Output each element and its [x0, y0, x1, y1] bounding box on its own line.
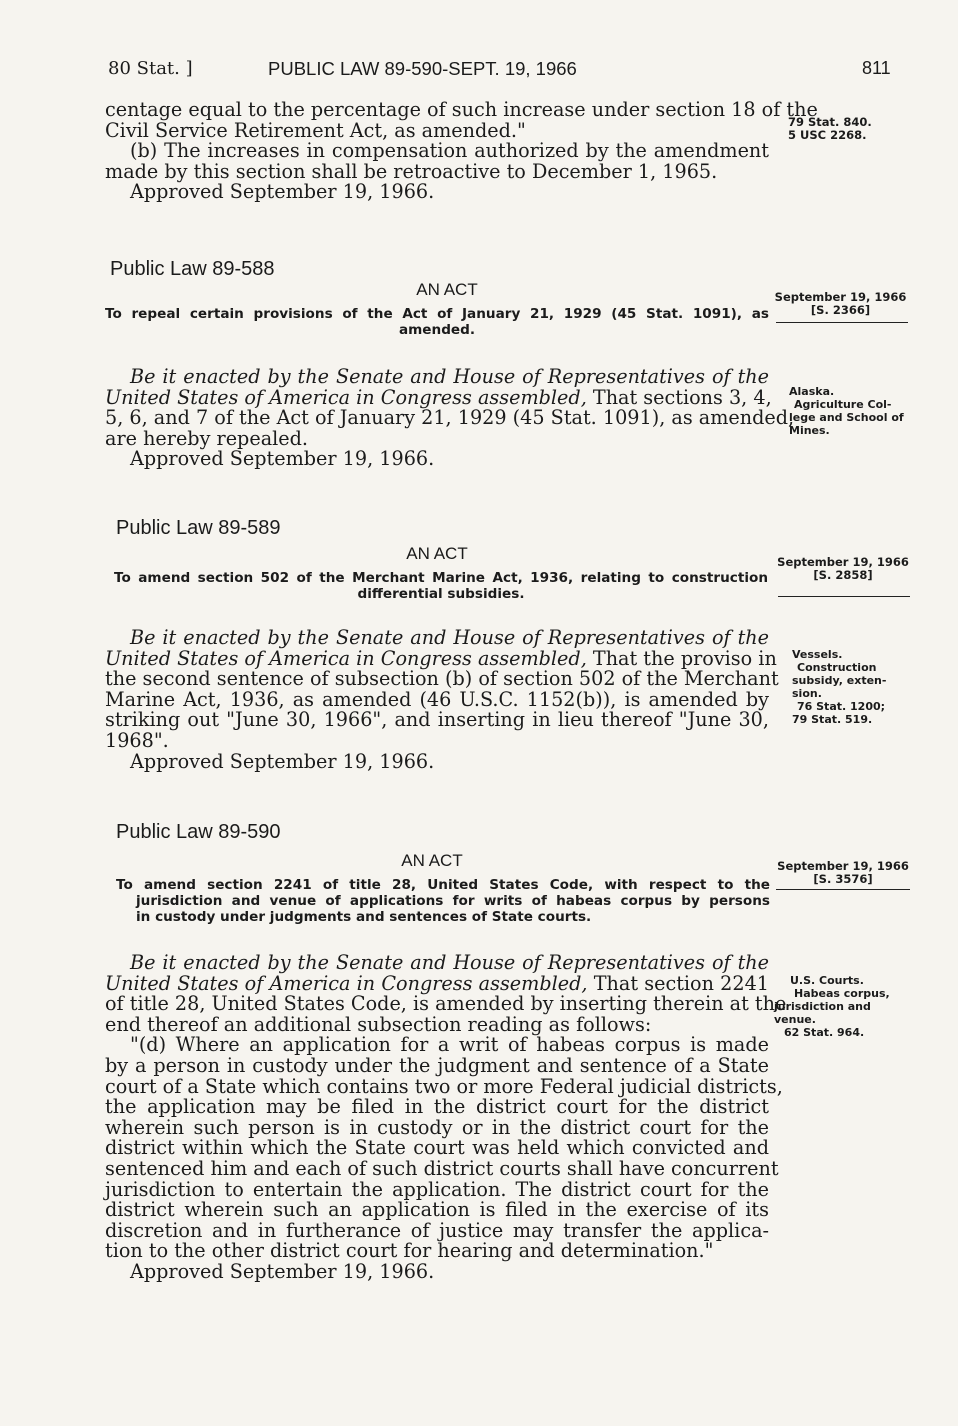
approval-line: Approved September 19, 1966. [130, 447, 435, 471]
text-line: "(d) Where an application for a writ of habeas corpus is made [130, 1033, 769, 1057]
enacting-clause: United States of America in Congress assembled, [105, 971, 588, 995]
margin-note: 79 Stat. 840. 5 USC 2268. [788, 115, 872, 142]
public-law-number: Public Law 89-589 [116, 517, 281, 539]
text-line: the second sentence of subsection (b) of section 502 of the Merchant [105, 667, 779, 691]
enacting-clause: United States of America in Congress assembled, [105, 385, 587, 409]
text-line: district within which the State court was held which convicted and [105, 1136, 769, 1160]
approval-date-note: September 19, 1966 [S. 2858] [777, 555, 909, 582]
approval-line: Approved September 19, 1966. [130, 180, 435, 204]
act-title: To amend section 2241 of title 28, United States Code, with respect to the jurisdiction and venue of applications for writs of habeas corpus by persons in custody under judgments and sentences of State courts. [116, 877, 770, 925]
approval-line: Approved September 19, 1966. [130, 1259, 435, 1283]
page-number: 811 [862, 58, 891, 78]
text-line: striking out "June 30, 1966", and inserting in lieu thereof "June 30, [105, 708, 769, 732]
margin-note: Alaska. Agriculture Col- lege and School of Mines. [789, 385, 904, 437]
text-line: 5, 6, and 7 of the Act of January 21, 1929 (45 Stat. 1091), as amended, [105, 406, 795, 430]
act-heading: AN ACT [416, 280, 478, 299]
text-line: court of a State which contains two or more Federal judicial districts, [105, 1074, 783, 1098]
margin-note: U.S. Courts. Habeas corpus, jurisdiction and venue. 62 Stat. 964. [774, 974, 890, 1039]
enacting-clause: Be it enacted by the Senate and House of Representatives of the [130, 365, 769, 388]
text-line: (b) The increases in compensation authorized by the amendment [130, 139, 769, 163]
text-line: centage equal to the percentage of such increase under section 18 of the [105, 98, 818, 121]
divider [776, 322, 908, 323]
text-line: 1968". [105, 728, 169, 752]
act-body: Be it enacted by the Senate and House of Representatives of the United States of America in Congress assembled, That section 2241 of title 28, United States Code, is amended by inserting therein at the end thereof an additional subsection reading as follows: "(d) Where an application for a writ of habeas corpus is made by a person in custody under the judgment and sentence of a State court of a State which contains two or more Federal judicial districts, the application may be filed in the district court for the district wherein such person is in custody or in the district court for the district within which the State court was held which convicted and sentenced him and each of such district courts shall have concurrent jurisdiction to entertain the application. The district court for the district wherein such an application is filed in the exercise of its discretion and in furtherance of justice may transfer the applica- tion to the other district court for hearing and determination." Approved September 19, 1966. [105, 951, 787, 1283]
running-head-title: PUBLIC LAW 89-590-SEPT. 19, 1966 [268, 58, 577, 79]
margin-note: Vessels. Construction subsidy, exten- sion. 76 Stat. 1200; 79 Stat. 519. [792, 648, 887, 726]
text-line: the application may be filed in the district court for the district [105, 1095, 769, 1119]
text-line: discretion and in furtherance of justice may transfer the applica- [105, 1218, 769, 1242]
text-line: of title 28, United States Code, is amended by inserting therein at the [105, 992, 787, 1016]
text-line: by a person in custody under the judgment and sentence of a State [105, 1053, 769, 1077]
approval-line: Approved September 19, 1966. [130, 749, 435, 773]
divider [778, 596, 910, 597]
text-line: wherein such person is in custody or in the district court for the [105, 1115, 769, 1139]
act-body: Be it enacted by the Senate and House of Representatives of the United States of America in Congress assembled, That the proviso in the second sentence of subsection (b) of section 502 of the Merchant Marine Act, 1936, as amended (46 U.S.C. 1152(b)), is amended by striking out "June 30, 1966", and inserting in lieu thereof "June 30, 1968". Approved September 19, 1966. [105, 626, 779, 773]
enacting-clause: Be it enacted by the Senate and House of Representatives of the [130, 626, 769, 649]
text-line: jurisdiction to entertain the application. The district court for the [105, 1177, 769, 1201]
continued-text [105, 98, 818, 204]
text-line: tion to the other district court for hearing and determination." [105, 1239, 714, 1263]
act-heading: AN ACT [401, 851, 463, 870]
act-heading: AN ACT [406, 544, 468, 563]
enacting-clause: United States of America in Congress assembled, [105, 646, 587, 670]
act-title: To repeal certain provisions of the Act of January 21, 1929 (45 Stat. 1091), as amended. [105, 306, 769, 338]
text-line: end thereof an additional subsection reading as follows: [105, 1012, 652, 1036]
public-law-number: Public Law 89-590 [116, 821, 281, 843]
approval-date-note: September 19, 1966 [S. 2366] [774, 290, 907, 317]
text-line: made by this section shall be retroactive to December 1, 1965. [105, 159, 718, 183]
divider [776, 889, 910, 890]
public-law-number: Public Law 89-588 [110, 258, 275, 280]
text-line: sentenced him and each of such district courts shall have concurrent [105, 1156, 779, 1180]
act-title: To amend section 502 of the Merchant Marine Act, 1936, relating to construction differential subsidies. [114, 570, 768, 602]
text-line: district wherein such an application is filed in the exercise of its [105, 1198, 769, 1222]
text-line: are hereby repealed. [105, 426, 309, 450]
text-line: Civil Service Retirement Act, as amended." [105, 118, 526, 142]
enacting-clause: Be it enacted by the Senate and House of Representatives of the [130, 951, 769, 974]
text-line: Marine Act, 1936, as amended (46 U.S.C. 1152(b)), is amended by [105, 687, 769, 711]
running-head-volume: 80 Stat. ] [108, 58, 193, 79]
act-body: Be it enacted by the Senate and House of Representatives of the United States of America in Congress assembled, That sections 3, 4, 5, 6, and 7 of the Act of January 21, 1929 (45 Stat. 1091), as amended, are hereby repealed. Approved September 19, 1966. [105, 365, 795, 471]
approval-date-note: September 19, 1966 [S. 3576] [777, 859, 909, 886]
